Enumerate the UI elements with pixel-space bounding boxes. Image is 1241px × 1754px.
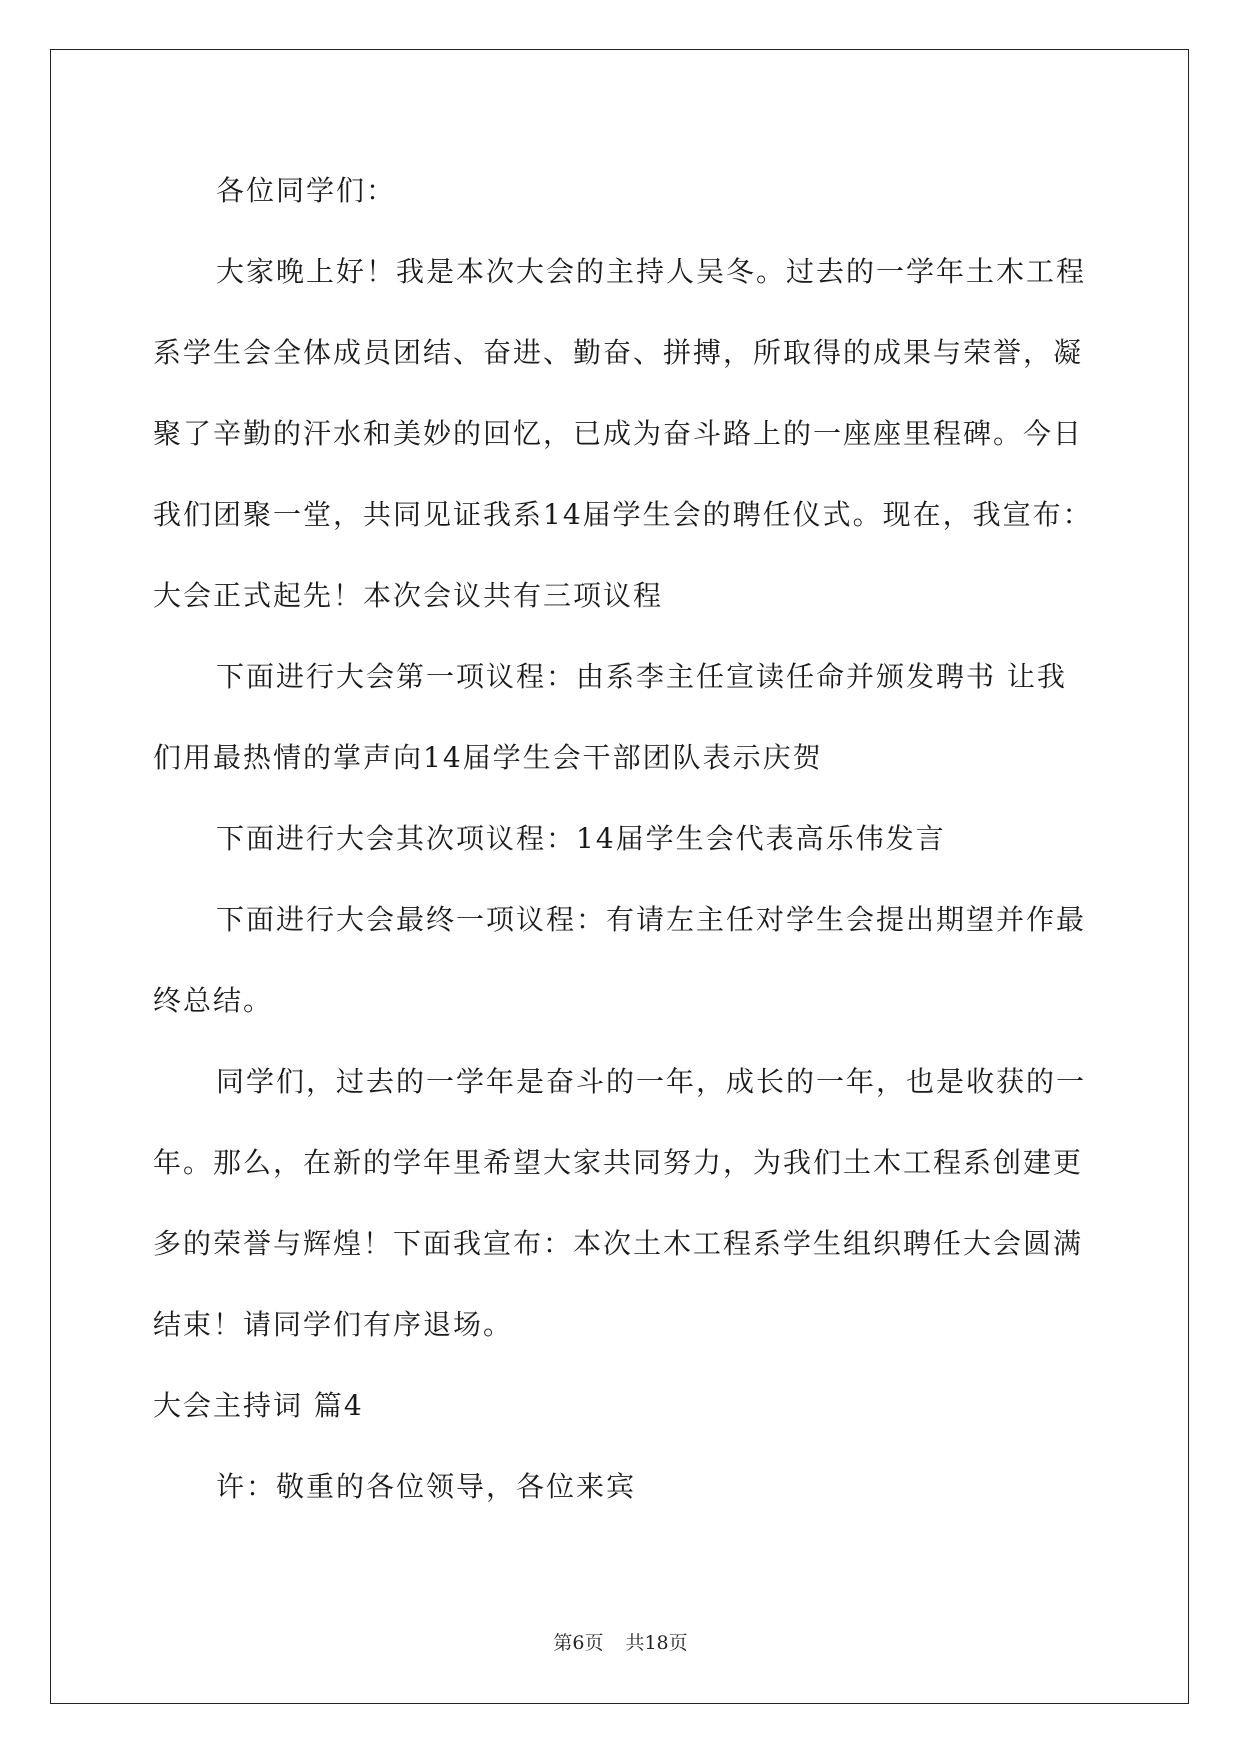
paragraph-agenda-3: 下面进行大会最终一项议程：有请左主任对学生会提出期望并作最终总结。 [153,903,1087,1017]
paragraph-greeting: 各位同学们： [216,174,397,207]
page-number: 第6页 [553,1632,604,1654]
paragraph-closing: 同学们，过去的一学年是奋斗的一年，成长的一年，也是收获的一年。那么，在新的学年里希望大家共同努力，为我们土木工程系创建更多的荣誉与辉煌！下面我宣布：本次土木工程系学生组织聘任大会圆满结束！请同学们有序退场。 [153,1065,1087,1341]
paragraph-next-greeting: 许：敬重的各位领导，各位来宾 [216,1470,637,1503]
page-footer [0,1628,1241,1655]
paragraph-opening: 大家晚上好！我是本次大会的主持人吴冬。过去的一学年土木工程系学生会全体成员团结、奋进、勤奋、拼搏，所取得的成果与荣誉，凝聚了辛勤的汗水和美妙的回忆，已成为奋斗路上的一座座里程碑。今日我们团聚一堂，共同见证我系14届学生会的聘任仪式。现在，我宣布：大会正式起先！本次会议共有三项议程 [153,255,1093,612]
section-heading: 大会主持词 篇4 [153,1389,364,1422]
document-body [153,150,1093,1527]
page-total: 共18页 [625,1632,688,1654]
paragraph-agenda-2: 下面进行大会其次项议程：14届学生会代表高乐伟发言 [216,822,946,855]
paragraph-agenda-1: 下面进行大会第一项议程：由系李主任宣读任命并颁发聘书 让我们用最热情的掌声向14届学生会干部团队表示庆贺 [153,660,1067,774]
